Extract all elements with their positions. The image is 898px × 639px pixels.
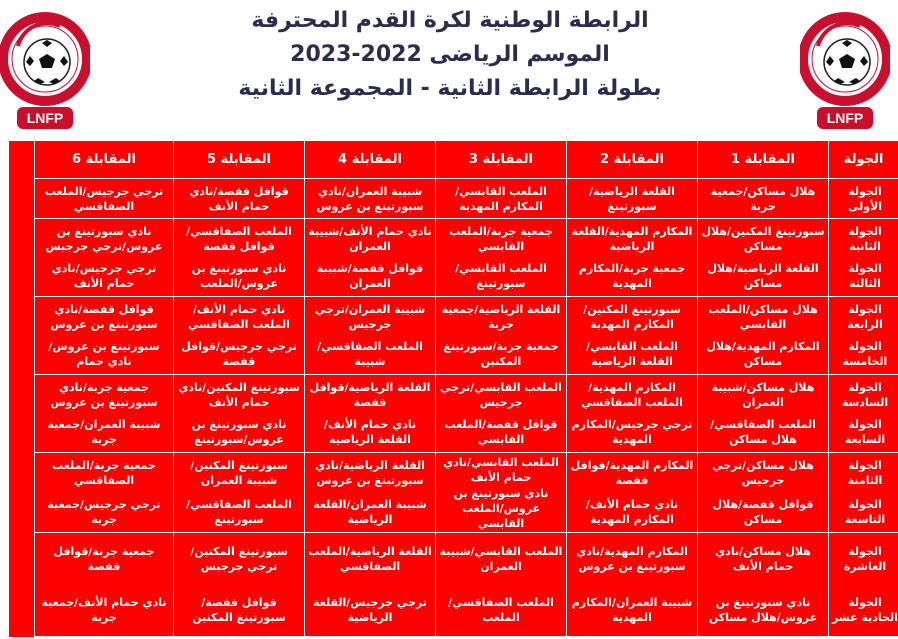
- competition-title: بطولة الرابطة الثانية - المجموعة الثانية: [238, 76, 662, 101]
- round-label: الجولة الرابعة: [847, 302, 883, 331]
- match-pairing: جمعية جربة/الملعب الصفاقسي: [52, 459, 156, 488]
- match-pairing: الملعب القابسي/نادي حمام الأنف: [443, 455, 559, 484]
- match-pairing: الملعب الصفاقسي/قوافل قفصة: [186, 224, 292, 253]
- match-cell: [697, 297, 828, 375]
- lnfp-logo-left: [0, 4, 90, 136]
- match-cell: [697, 453, 828, 533]
- match-cell: [34, 219, 173, 297]
- match-pairing: هلال مساكن/جمعية جربة: [710, 184, 816, 213]
- match-pairing: القلعة الرياضية/الملعب الصفاقسي: [308, 545, 432, 574]
- match-cell: [304, 375, 435, 453]
- match-pairing: نادي سبورتينغ بن عروس/ترجي جرجيس: [45, 224, 163, 253]
- match-pairing: القلعة الرياضية/نادي سبورتينغ بن عروس: [315, 459, 425, 488]
- logo-abbr: LNFP: [826, 110, 864, 126]
- match-pairing: هلال مساكن/الملعب القابسي: [708, 302, 818, 331]
- match-cell: [304, 533, 435, 637]
- match-pairing: الملعب القابسي/سبورتينغ: [455, 262, 547, 291]
- match-pairing: هلال مساكن/شبيبة العمران: [711, 380, 815, 409]
- match-pairing: سبورتينغ المكنين/المكارم المهدية: [583, 302, 681, 331]
- match-pairing: ترجي جرجيس/جمعية جربة: [47, 497, 161, 526]
- match-cell: [435, 179, 566, 219]
- match-pairing: الملعب القابسي/القلعة الرياضية: [586, 340, 678, 369]
- match-pairing: الملعب الصفاقسي/الملعب: [448, 595, 554, 624]
- match-pairing: نادي سبورتينغ بن عروس/سبورتينغ: [191, 418, 287, 447]
- match-cell: [34, 179, 173, 219]
- match-cell: [173, 453, 304, 533]
- match-pairing: جمعية جربة/الملعب القابسي: [449, 224, 553, 253]
- match-cell: [566, 297, 697, 375]
- match-pairing: الملعب الصفاقسي/سبورتينغ: [186, 497, 292, 526]
- match-cell: [566, 219, 697, 297]
- match-pairing: شبيبة العمران/القلعة الرياضية: [313, 497, 427, 526]
- match-pairing: هلال مساكن/ترجي جرجيس: [712, 459, 814, 488]
- match-pairing: قوافل قفصة/سبورتينغ المكنين: [192, 595, 286, 624]
- match-header: المقابلة 5: [173, 141, 304, 179]
- match-pairing: الملعب القابسي/ترجي جرجيس: [440, 380, 562, 409]
- match-pairing: نادي حمام الأنف/شبيبة العمران: [308, 224, 432, 253]
- round-label: الجولة الثانية: [848, 224, 882, 253]
- match-pairing: نادي سبورتينغ بن عروس/الملعب القابسي: [453, 486, 549, 530]
- match-pairing: قوافل قفصة/الملعب القابسي: [444, 418, 558, 447]
- match-pairing: نادي حمام الأنف/القلعة الرياضية: [323, 418, 417, 447]
- match-cell: [173, 219, 304, 297]
- match-pairing: نادي حمام الأنف/الملعب الصفاقسي: [188, 302, 290, 331]
- round-label: الجولة الأولى: [847, 184, 883, 213]
- match-pairing: قوافل قفصة/نادي حمام الأنف: [189, 184, 289, 213]
- match-pairing: المكارم المهدية/القلعة الرياضية: [571, 224, 693, 253]
- round-label: الجولة الحادية عشر: [832, 595, 898, 624]
- match-header: المقابلة 6: [34, 141, 173, 179]
- match-pairing: المكارم المهدية/قوافل قفصة: [570, 459, 694, 488]
- match-pairing: ترجي جرجيس/نادي حمام الأنف: [51, 262, 157, 291]
- match-pairing: شبيبة العمران/نادي سبورتينغ بن عروس: [316, 184, 424, 213]
- match-pairing: المكارم المهدية/نادي سبورتينغ بن عروس: [576, 545, 688, 574]
- match-pairing: نادي حمام الأنف/جمعية جربة: [41, 595, 167, 624]
- match-pairing: شبيبة العمران/جمعية جربة: [47, 418, 161, 447]
- match-cell: [566, 375, 697, 453]
- logo-abbr: LNFP: [26, 110, 64, 126]
- match-pairing: القلعة الرياضية/هلال مساكن: [707, 262, 819, 291]
- match-pairing: سبورتينغ المكنين/نادي حمام الأنف: [178, 380, 300, 409]
- match-cell: [304, 297, 435, 375]
- match-pairing: سبورتينغ المكنين/ترجي جرجيس: [190, 545, 288, 574]
- match-pairing: قوافل قفصة/نادي سبورتينغ بن عروس: [50, 302, 158, 331]
- match-pairing: جمعية جربة/سبورتينغ المكنين: [443, 340, 559, 369]
- lnfp-logo-right: [800, 4, 890, 136]
- round-label: الجولة التاسعة: [844, 497, 886, 526]
- match-cell: [34, 375, 173, 453]
- page-header: [150, 4, 750, 134]
- match-cell: [566, 179, 697, 219]
- match-pairing: سبورتينغ بن عروس/نادي حمام: [48, 340, 160, 369]
- match-pairing: شبيبة العمران/المكارم المهدية: [571, 595, 693, 624]
- match-cell: [34, 297, 173, 375]
- match-cell: [435, 533, 566, 637]
- round-label-cell: [828, 179, 898, 219]
- round-label-cell: [828, 219, 898, 297]
- match-pairing: المكارم المهدية/هلال مساكن: [706, 340, 820, 369]
- round-label-cell: [828, 297, 898, 375]
- round-label: الجولة السادسة: [841, 380, 889, 409]
- match-pairing: سبورتينغ المكنين/هلال مساكن: [701, 224, 825, 253]
- match-pairing: جمعية جربة/نادي سبورتينغ بن عروس: [50, 380, 158, 409]
- match-pairing: الملعب الصفاقسي/هلال مساكن: [710, 418, 816, 447]
- schedule-table: [9, 140, 898, 637]
- match-pairing: الملعب الصفاقسي/شبيبة: [317, 340, 423, 369]
- round-label: الجولة الخامسة: [842, 340, 888, 369]
- match-cell: [173, 179, 304, 219]
- match-pairing: سبورتينغ المكنين/شبيبة العمران: [190, 459, 288, 488]
- match-pairing: ترجي جرجيس/القلعة الرياضية: [313, 595, 427, 624]
- match-pairing: الملعب القابسي/شبيبة العمران: [439, 545, 563, 574]
- match-pairing: هلال مساكن/نادي حمام الأنف: [715, 545, 811, 574]
- match-cell: [435, 219, 566, 297]
- match-cell: [304, 179, 435, 219]
- match-cell: [34, 453, 173, 533]
- match-cell: [566, 533, 697, 637]
- round-label: الجولة العاشرة: [843, 545, 887, 574]
- match-header: المقابلة 3: [435, 141, 566, 179]
- round-label-cell: [828, 375, 898, 453]
- match-pairing: الملعب القابسي/المكارم المهدية: [455, 184, 547, 213]
- match-pairing: المكارم المهدية/الملعب الصفاقسي: [581, 380, 683, 409]
- match-cell: [697, 533, 828, 637]
- round-label: الجولة السابعة: [844, 418, 886, 447]
- match-cell: [435, 375, 566, 453]
- match-header: المقابلة 4: [304, 141, 435, 179]
- match-cell: [34, 533, 173, 637]
- match-pairing: قوافل قفصة/هلال مساكن: [712, 497, 814, 526]
- match-pairing: ترجي جرجيس/قوافل قفصة: [181, 340, 297, 369]
- match-pairing: القلعة الرياضية/سبورتينغ: [589, 184, 675, 213]
- match-pairing: قوافل قفصة/شبيبة العمران: [316, 262, 424, 291]
- match-pairing: نادي حمام الأنف/المكارم المهدية: [585, 497, 679, 526]
- season-title: الموسم الرياضى 2022-2023: [290, 42, 610, 67]
- match-cell: [173, 533, 304, 637]
- match-pairing: جمعية جربة/المكارم المهدية: [578, 262, 686, 291]
- match-cell: [697, 179, 828, 219]
- match-cell: [697, 219, 828, 297]
- match-header: المقابلة 1: [697, 141, 828, 179]
- match-cell: [435, 453, 566, 533]
- match-cell: [304, 453, 435, 533]
- round-label: الجولة الثالثة: [848, 262, 882, 291]
- round-label-cell: [828, 533, 898, 637]
- round-column-header: الجولة: [828, 141, 898, 179]
- match-pairing: نادي سبورتينغ بن عروس/الملعب: [191, 262, 287, 291]
- match-pairing: شبيبة العمران/ترجي جرجيس: [314, 302, 426, 331]
- match-cell: [173, 375, 304, 453]
- match-pairing: نادي سبورتينغ بن عروس/هلال مساكن: [708, 595, 818, 624]
- match-cell: [173, 297, 304, 375]
- match-cell: [566, 453, 697, 533]
- match-pairing: ترجي جرجيس/الملعب الصفاقسي: [44, 184, 164, 213]
- league-title: الرابطة الوطنية لكرة القدم المحترفة: [251, 8, 649, 33]
- match-header: المقابلة 2: [566, 141, 697, 179]
- match-cell: [697, 375, 828, 453]
- round-label: الجولة الثامنة: [847, 459, 883, 488]
- match-pairing: القلعة الرياضية/قوافل قفصة: [309, 380, 431, 409]
- match-cell: [435, 297, 566, 375]
- match-cell: [304, 219, 435, 297]
- round-label-cell: [828, 453, 898, 533]
- match-pairing: جمعية جربة/قوافل قفصة: [53, 545, 155, 574]
- match-pairing: القلعة الرياضية/جمعية جربة: [441, 302, 561, 331]
- match-pairing: ترجي جرجيس/المكارم المهدية: [571, 418, 693, 447]
